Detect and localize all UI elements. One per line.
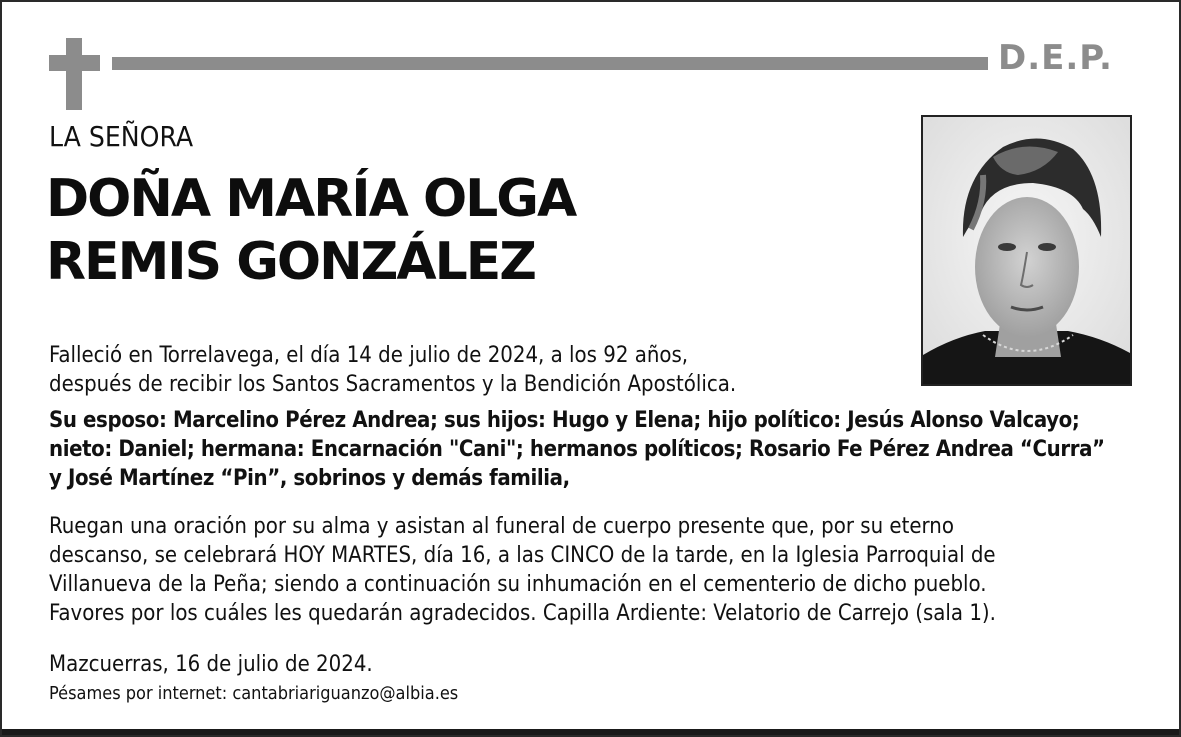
family-list-line2: nieto: Daniel; hermana: Encarnación "Cani"; hermanos políticos; Rosario Fe Pérez Andrea “Curra” [49, 437, 1105, 462]
header-rule [112, 57, 988, 70]
condolences-email: Pésames por internet: cantabriariguanzo@albia.es [49, 683, 459, 704]
funeral-details-line1: Ruegan una oración por su alma y asistan al funeral de cuerpo presente que, por su eterno [49, 514, 954, 539]
deceased-name [46, 168, 906, 294]
funeral-details-line4: Favores por los cuáles les quedarán agradecidos. Capilla Ardiente: Velatorio de Carrejo (sala 1). [49, 601, 996, 626]
bottom-border [2, 729, 1179, 735]
family-list-line1: Su esposo: Marcelino Pérez Andrea; sus hijos: Hugo y Elena; hijo político: Jesús Alonso Valcayo; [49, 408, 1080, 433]
family-list-line3: y José Martínez “Pin”, sobrinos y demás familia, [49, 466, 570, 491]
death-details-line2: después de recibir los Santos Sacramentos y la Bendición Apostólica. [49, 372, 737, 397]
funeral-details [49, 512, 1139, 628]
death-details [49, 341, 1139, 399]
place-and-date: Mazcuerras, 16 de julio de 2024. [49, 652, 373, 677]
family-list [49, 406, 1139, 493]
funeral-details-line3: Villanueva de la Peña; siendo a continuación su inhumación en el cementerio de dicho pueblo. [49, 572, 987, 597]
death-details-line1: Falleció en Torrelavega, el día 14 de julio de 2024, a los 92 años, [49, 343, 689, 368]
cross-icon-horizontal [49, 55, 100, 71]
deceased-name-line1: DOÑA MARÍA OLGA [46, 169, 576, 229]
intro-title: LA SEÑORA [49, 120, 194, 153]
deceased-name-line2: REMIS GONZÁLEZ [46, 232, 535, 292]
funeral-details-line2: descanso, se celebrará HOY MARTES, día 16, a las CINCO de la tarde, en la Iglesia Parroquial de [49, 543, 996, 568]
dep-heading: D.E.P. [998, 38, 1113, 78]
cross-icon-vertical [66, 38, 82, 110]
